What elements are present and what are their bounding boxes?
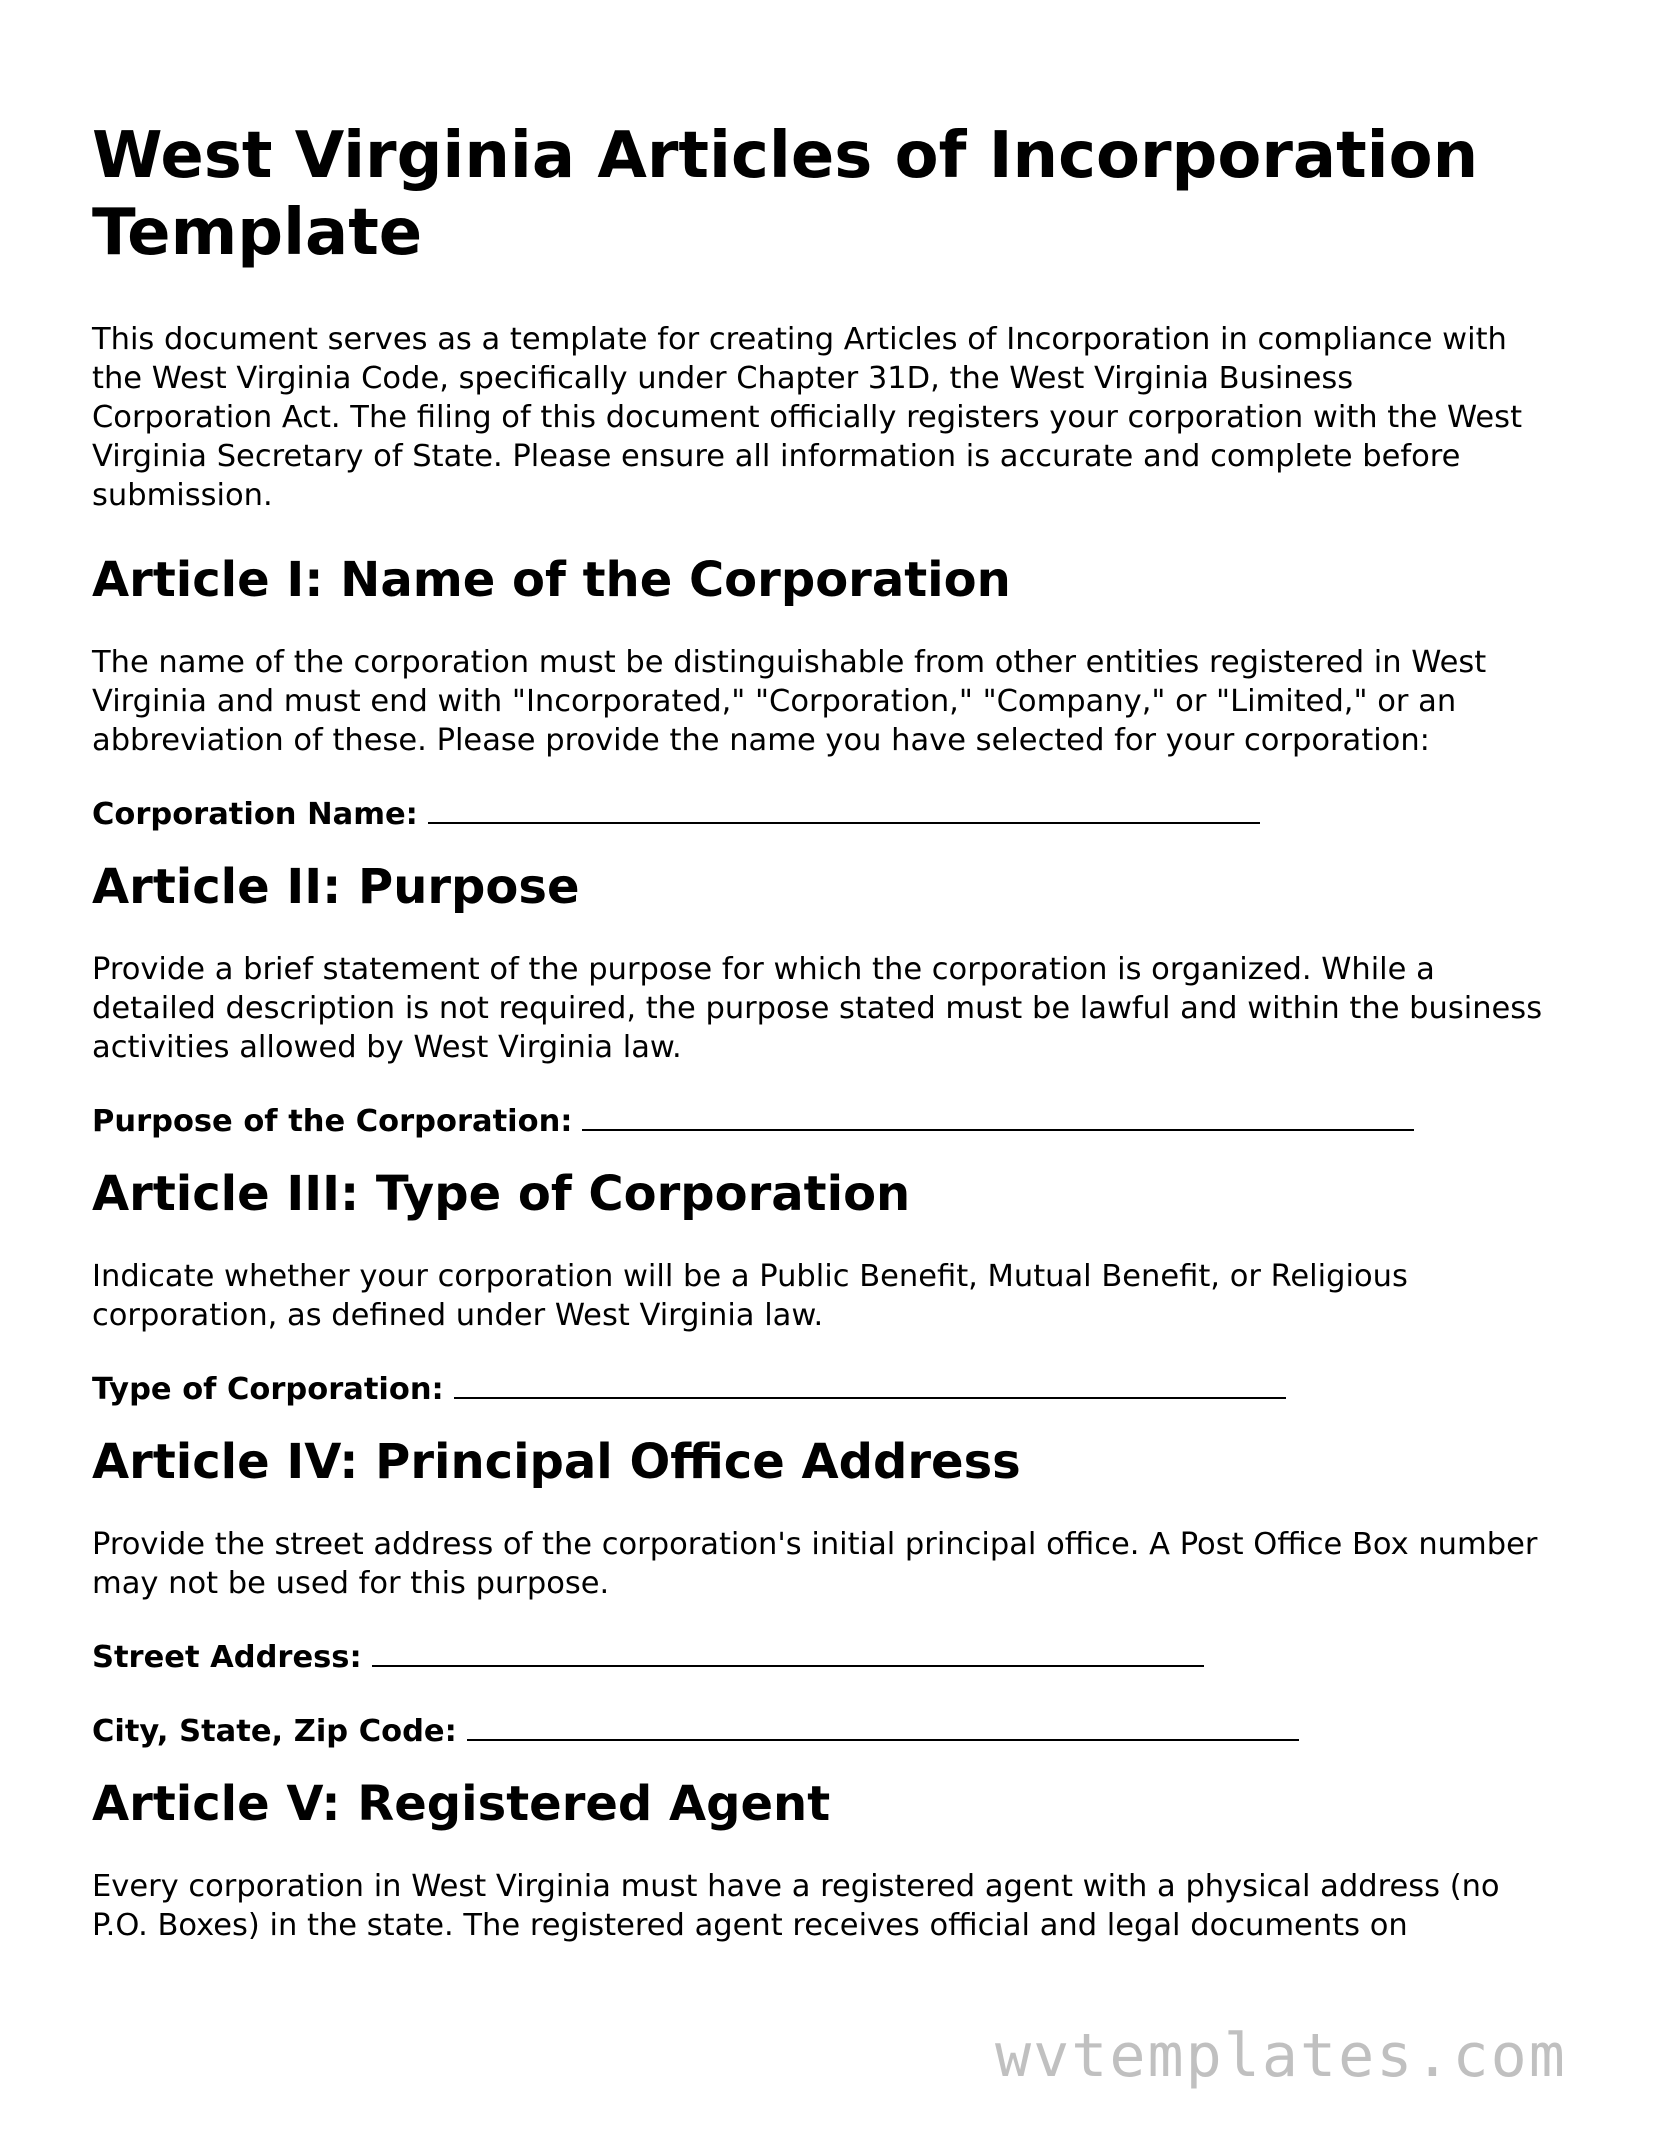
document-page: [92, 118, 1582, 1945]
street-address-label: Street Address:: [92, 1640, 362, 1675]
city-state-zip-field[interactable]: [92, 1709, 1582, 1751]
corporation-name-label: Corporation Name:: [92, 797, 418, 832]
article-5-heading: Article V: Registered Agent: [92, 1776, 831, 1832]
type-blank[interactable]: [454, 1367, 1286, 1399]
article-4-heading: Article IV: Principal Office Address: [92, 1434, 1021, 1490]
article-3-heading: Article III: Type of Corporation: [92, 1166, 911, 1222]
city-state-zip-blank[interactable]: [467, 1709, 1299, 1741]
article-2-text: Provide a brief statement of the purpose for which the corporation is organized. While a detailed description is not required, the purpose stated must be lawful and within the business activities allowed by West Virginia law.: [92, 952, 1543, 1065]
purpose-field[interactable]: [92, 1099, 1582, 1141]
type-label: Type of Corporation:: [92, 1372, 444, 1407]
article-5-text: Every corporation in West Virginia must have a registered agent with a physical address (no P.O. Boxes) in the state. The registered agent receives official and legal documents on: [92, 1869, 1500, 1943]
watermark-text: wvtemplates.com: [985, 2022, 1577, 2096]
article-1-heading: Article I: Name of the Corporation: [92, 552, 1011, 608]
article-4-text: Provide the street address of the corporation's initial principal office. A Post Office Box number may not be used for this purpose.: [92, 1527, 1538, 1601]
street-address-field[interactable]: [92, 1635, 1582, 1677]
article-1-text: The name of the corporation must be distinguishable from other entities registered in West Virginia and must end with "Incorporated," "Corporation," "Company," or "Limited," or an abbreviation of these. Please provide the name you have selected for your corporation:: [92, 645, 1487, 758]
street-address-blank[interactable]: [372, 1635, 1204, 1667]
city-state-zip-label: City, State, Zip Code:: [92, 1714, 457, 1749]
purpose-blank[interactable]: [582, 1099, 1414, 1131]
corporation-name-field[interactable]: [92, 792, 1582, 834]
type-field[interactable]: [92, 1367, 1582, 1409]
intro-paragraph: This document serves as a template for creating Articles of Incorporation in compliance with the West Virginia Code, specifically under Chapter 31D, the West Virginia Business Corporation Act. The filing of this document officially registers your corporation with the West Virginia Secretary of State. Please ensure all information is accurate and complete before submission.: [92, 322, 1523, 513]
article-2-heading: Article II: Purpose: [92, 859, 580, 915]
purpose-label: Purpose of the Corporation:: [92, 1104, 573, 1139]
corporation-name-blank[interactable]: [428, 792, 1260, 824]
article-3-text: Indicate whether your corporation will be a Public Benefit, Mutual Benefit, or Religious corporation, as defined under West Virginia law.: [92, 1259, 1408, 1333]
document-title: West Virginia Articles of Incorporation Template: [92, 119, 1479, 270]
